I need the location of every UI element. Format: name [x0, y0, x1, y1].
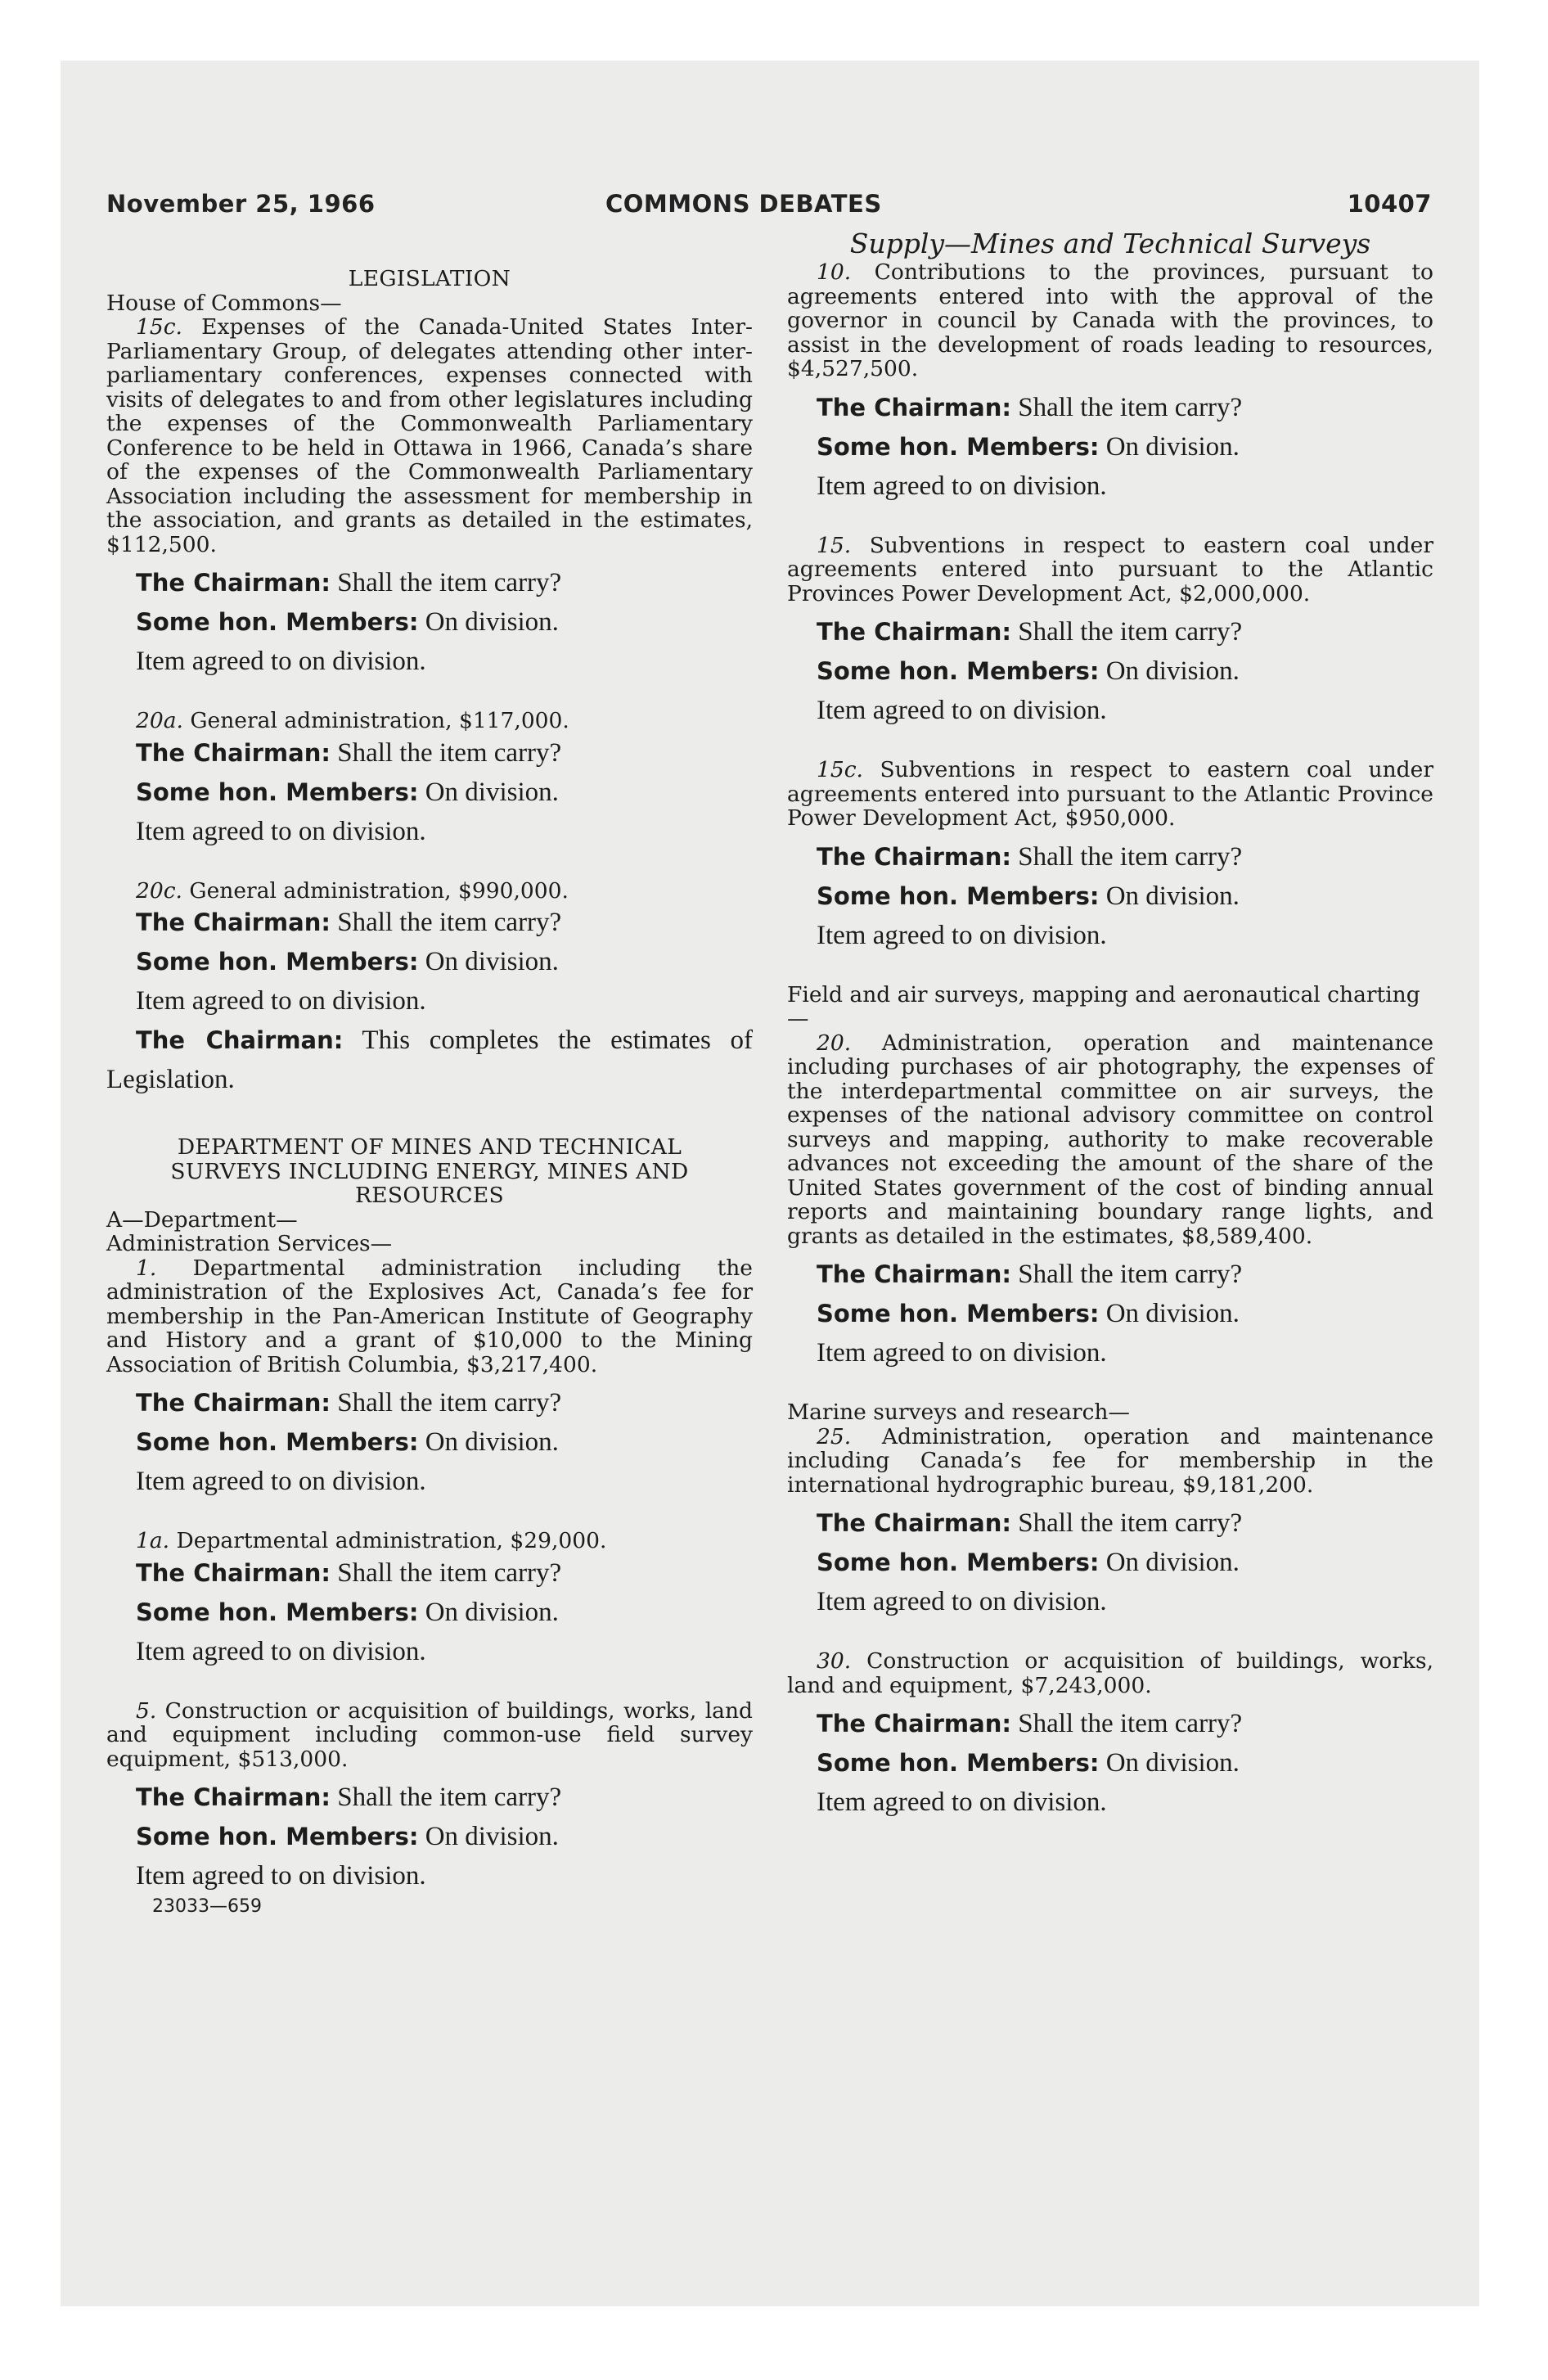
members-line: Some hon. Members: On division. [136, 1427, 559, 1457]
members-line: Some hon. Members: On division. [817, 1748, 1240, 1778]
subheading-field-surveys: Field and air surveys, mapping and aeronautical charting— [787, 981, 1420, 1031]
page-footer: 23033—659 [152, 1896, 262, 1917]
chairman-line: The Chairman: Shall the item carry? [817, 1709, 1243, 1738]
members-line: Some hon. Members: On division. [136, 777, 559, 807]
members-line: Some hon. Members: On division. [136, 607, 559, 637]
agreed-line: Item agreed to on division. [817, 920, 1107, 950]
agreed-line: Item agreed to on division. [817, 696, 1107, 725]
subheading-administration: Administration Services— [106, 1231, 393, 1256]
members-line: Some hon. Members: On division. [817, 881, 1240, 911]
agreed-line: Item agreed to on division. [817, 1787, 1107, 1817]
item-15c-mines: 15c. Subventions in respect to eastern coal under agreements entered into pursuant to the Atlantic Province Power Development Act, $950,000. [787, 757, 1433, 831]
subheading-marine-surveys: Marine surveys and research— [787, 1400, 1130, 1425]
item-text: Expenses of the Canada-United States Inter-Parliamentary Group, of delegates attending other inter-parliamentary conferences, expenses connected with visits of delegates to and from other legislatures including the expenses of the Commonwealth Parliamentary Conference to be held in Ottawa in 1966, Canada’s share of the expenses of the Commonwealth Parliamentary Association including the assessment for membership in the association, and grants as detailed in the estimates, $112,500. [106, 314, 753, 557]
chairman-line: The Chairman: Shall the item carry? [817, 1508, 1243, 1538]
agreed-line: Item agreed to on division. [136, 1861, 426, 1891]
members-line: Some hon. Members: On division. [136, 1597, 559, 1627]
chairman-completes-line: The Chairman: This completes the estimates of Legislation. [106, 1025, 754, 1094]
item-15c-legislation [106, 315, 753, 557]
members-line: Some hon. Members: On division. [136, 1822, 559, 1851]
chairman-line: The Chairman: Shall the item carry? [817, 617, 1243, 647]
chairman-line: The Chairman: Shall the item carry? [136, 1388, 562, 1418]
agreed-line: Item agreed to on division. [136, 1467, 426, 1496]
members-line: Some hon. Members: On division. [817, 1548, 1240, 1577]
item-number: 15c. [136, 314, 182, 340]
right-column [787, 228, 1433, 1822]
item-30: 30. Construction or acquisition of buildings, works, land and equipment, $7,243,000. [787, 1648, 1433, 1698]
agreed-line: Item agreed to on division. [817, 1587, 1107, 1616]
chairman-line: The Chairman: Shall the item carry? [136, 908, 562, 937]
members-line: Some hon. Members: On division. [136, 947, 559, 976]
chairman-line: The Chairman: Shall the item carry? [817, 392, 1243, 422]
subheading-department: A—Department— [106, 1206, 298, 1233]
chairman-line: The Chairman: Shall the item carry? [136, 568, 562, 597]
chairman-line: The Chairman: Shall the item carry? [817, 841, 1243, 872]
agreed-line: Item agreed to on division. [817, 471, 1107, 501]
header-title: COMMONS DEBATES [605, 190, 882, 218]
agreed-line: Item agreed to on division. [136, 1636, 426, 1666]
running-header [106, 190, 1432, 226]
section-heading-legislation: LEGISLATION [348, 266, 511, 291]
running-title: Supply—Mines and Technical Surveys [849, 228, 1371, 259]
item-1: 1. Departmental administration including the administration of the Explosives Act, Canada’s fee for membership in the Pan-American Institute of Geography and History and a grant of $10,000 to the Mining Association of British Columbia, $3,217,400. [106, 1255, 753, 1377]
item-1a: 1a. Departmental administration, $29,000. [136, 1528, 607, 1553]
department-heading: DEPARTMENT OF MINES AND TECHNICAL SURVEYS INCLUDING ENERGY, MINES AND RESOURCES [170, 1134, 689, 1208]
chairman-line: The Chairman: Shall the item carry? [136, 1783, 562, 1812]
agreed-line: Item agreed to on division. [136, 816, 426, 846]
item-15: 15. Subventions in respect to eastern coal under agreements entered into pursuant to the Atlantic Provinces Power Development Act, $2,000,000. [787, 532, 1433, 606]
chairman-line: The Chairman: Shall the item carry? [817, 1260, 1243, 1289]
agreed-line: Item agreed to on division. [136, 986, 426, 1016]
item-20a: 20a. General administration, $117,000. [136, 708, 569, 733]
left-column [106, 228, 753, 1918]
agreed-line: Item agreed to on division. [817, 1338, 1107, 1368]
item-5: 5. Construction or acquisition of buildings, works, land and equipment including common-use field survey equipment, $513,000. [106, 1697, 753, 1772]
chairman-line: The Chairman: Shall the item carry? [136, 1557, 562, 1588]
members-line: Some hon. Members: On division. [817, 656, 1240, 686]
members-line: Some hon. Members: On division. [817, 431, 1240, 462]
agreed-line: Item agreed to on division. [136, 647, 426, 676]
item-10: 10. Contributions to the provinces, pursuant to agreements entered into with the approval of the governor in council by Canada with the provinces, to assist in the development of roads leading to resources, $4,527,500. [787, 259, 1433, 381]
item-25: 25. Administration, operation and maintenance including Canada’s fee for membership in the international hydrographic bureau, $9,181,200. [787, 1423, 1433, 1498]
chairman-line: The Chairman: Shall the item carry? [136, 737, 562, 768]
subheading-house-of-commons: House of Commons— [106, 290, 342, 316]
item-20: 20. Administration, operation and maintenance including purchases of air photography, the expenses of the interdepartmental committee on air surveys, the expenses of the national advisory committee on control surveys and mapping, authority to make recoverable advances not exceeding the amount of the share of the United States government of the cost of binding annual reports and maintaining boundary range lights, and grants as detailed in the estimates, $8,589,400. [787, 1030, 1433, 1249]
page-number: 10407 [1347, 190, 1432, 218]
header-date: November 25, 1966 [106, 190, 376, 218]
item-20c: 20c. General administration, $990,000. [136, 877, 569, 904]
members-line: Some hon. Members: On division. [817, 1299, 1240, 1328]
